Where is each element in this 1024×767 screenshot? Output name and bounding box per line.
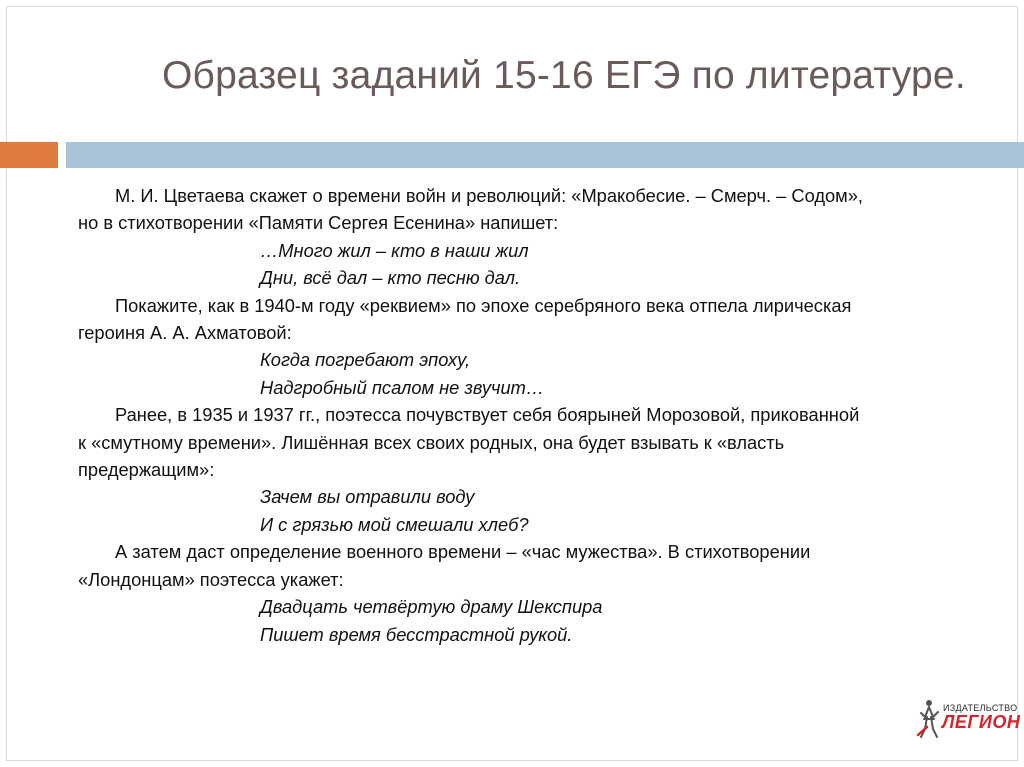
logo-caption: ИЗДАТЕЛЬСТВО: [943, 703, 1018, 713]
verse-line: Когда погребают эпоху,: [260, 349, 471, 371]
verse-line: Дни, всё дал – кто песню дал.: [260, 267, 521, 289]
paragraph-line: предержащим»:: [78, 459, 215, 481]
verse-line: Зачем вы отравили воду: [260, 486, 475, 508]
slide-title: Образец заданий 15-16 ЕГЭ по литературе.: [162, 54, 966, 97]
legion-figure-icon: [915, 697, 943, 741]
paragraph-line: «Лондонцам» поэтесса укажет:: [78, 568, 344, 590]
verse-line: И с грязью мой смешали хлеб?: [260, 513, 529, 535]
title-underline-bar: [66, 142, 1024, 168]
paragraph-line: А затем даст определение военного времени – «час мужества». В стихотворении: [115, 541, 811, 563]
verse-line: Надгробный псалом не звучит…: [260, 376, 545, 398]
verse-line: …Много жил – кто в наши жил: [260, 239, 529, 261]
verse-line: Пишет время бесстрастной рукой.: [260, 623, 573, 645]
accent-bar: [0, 142, 58, 168]
paragraph-line: героиня А. А. Ахматовой:: [78, 322, 292, 344]
logo-brand-name: ЛЕГИОН: [942, 712, 1021, 732]
slide-body: [78, 182, 978, 648]
paragraph-line: Ранее, в 1935 и 1937 гг., поэтесса почувствует себя боярыней Морозовой, прикованной: [115, 404, 860, 426]
paragraph-line: к «смутному времени». Лишённая всех своих родных, она будет взывать к «власть: [78, 431, 785, 453]
paragraph-line: но в стихотворении «Памяти Сергея Есенина» напишет:: [78, 212, 559, 234]
paragraph-line: Покажите, как в 1940-м году «реквием» по эпохе серебряного века отпела лирическая: [115, 294, 852, 316]
paragraph-line: М. И. Цветаева скажет о времени войн и революций: «Мракобесие. – Смерч. – Содом»,: [115, 185, 863, 206]
publisher-logo: [915, 697, 1021, 741]
verse-line: Двадцать четвёртую драму Шекспира: [260, 596, 603, 618]
